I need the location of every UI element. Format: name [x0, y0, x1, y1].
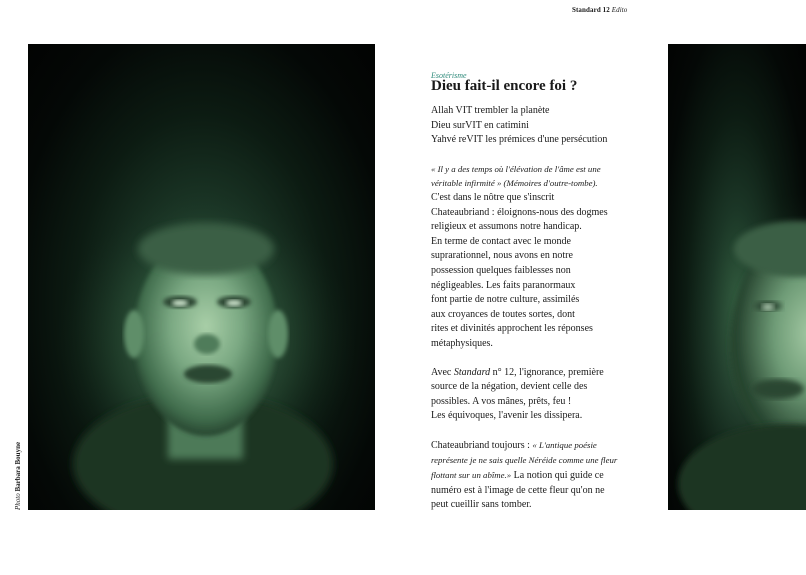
body-line: source de la négation, devient celle des: [431, 381, 588, 393]
body-line: possession quelques faiblesses non: [431, 264, 571, 276]
quote-text: « L'antique poésie: [532, 439, 597, 450]
body-line: Chateaubriand : éloignons-nous des dogmes: [431, 206, 608, 218]
body-line: métaphysiques.: [431, 337, 493, 349]
running-head-magazine: Standard 12: [572, 6, 610, 14]
body-line: numéro est à l'image de cette fleur qu'on ne: [431, 484, 605, 496]
stanza-line: Dieu surVIT en catimini: [431, 119, 529, 131]
magazine-name: Standard: [453, 366, 491, 378]
article-headline: Dieu fait-il encore foi ?: [431, 78, 578, 94]
photo-credit-name: Barbara Bouyne: [14, 441, 22, 492]
photo-credit: [14, 442, 22, 510]
article-body: [431, 104, 663, 527]
stanza: [431, 104, 663, 148]
quote-line: représente je ne sais quelle Néréide comme une fleur: [431, 455, 618, 466]
night-vision-portrait-right: [668, 44, 806, 510]
body-line: suprarationnel, nous avons en notre: [431, 250, 573, 262]
body-line: [431, 438, 663, 454]
body-line: [431, 468, 663, 484]
stanza-line: Allah VIT trembler la planète: [431, 105, 550, 116]
body-text: La notion qui guide ce: [511, 470, 604, 482]
body-line: religieux et assumons notre handicap.: [431, 221, 582, 233]
article-rubric: Esotérisme: [431, 71, 467, 80]
body-line: peut cueillir sans tomber.: [431, 499, 532, 511]
body-text: Chateaubriand toujours :: [431, 439, 533, 451]
running-head: [572, 6, 627, 14]
paragraph-3: [431, 438, 663, 513]
portrait-photo-left: [28, 44, 375, 510]
quote-text: flottant sur un abîme.»: [431, 470, 512, 481]
stanza-line: Yahvé reVIT les prémices d'une persécution: [431, 134, 608, 146]
body-text: n° 12, l'ignorance, première: [490, 366, 604, 378]
paragraph-1: [431, 162, 663, 352]
body-line: [431, 366, 663, 381]
body-line: Les équivoques, l'avenir les dissipera.: [431, 410, 583, 422]
body-text: Avec: [431, 366, 454, 378]
body-line: rites et divinités approchent les réponses: [431, 323, 593, 335]
quote-line: véritable infirmité » (Mémoires d'outre-tombe).: [431, 178, 598, 189]
night-vision-portrait-left: [28, 44, 375, 510]
quote-line: « Il y a des temps où l'élévation de l'âme est une: [431, 163, 601, 174]
portrait-photo-right: [668, 44, 806, 510]
paragraph-2: [431, 366, 663, 424]
body-line: négligeables. Les faits paranormaux: [431, 279, 576, 291]
body-line: possibles. A vos mânes, prêts, feu !: [431, 395, 572, 407]
running-head-section: Edito: [611, 6, 628, 14]
photo-credit-prefix: Photo: [14, 493, 22, 510]
body-line: En terme de contact avec le monde: [431, 235, 571, 247]
body-line: C'est dans le nôtre que s'inscrit: [431, 191, 555, 203]
body-line: font partie de notre culture, assimilés: [431, 294, 580, 306]
body-line: aux croyances de toutes sortes, dont: [431, 308, 575, 320]
